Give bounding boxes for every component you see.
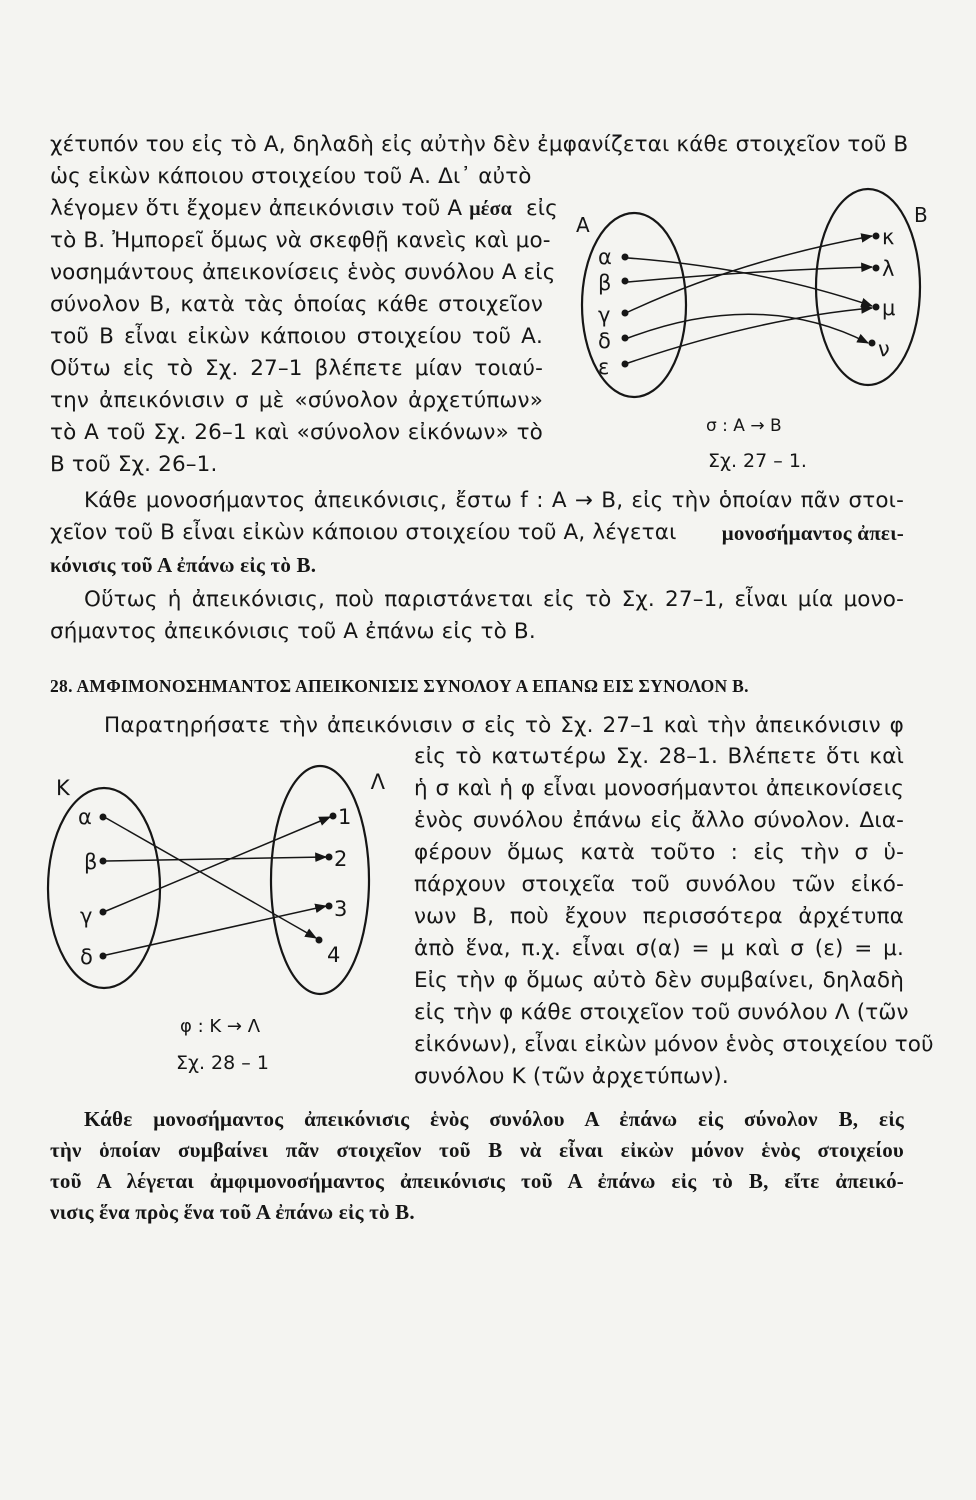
set-l-ellipse	[271, 766, 369, 994]
mapping-arrow	[106, 817, 330, 911]
domain-label: β	[598, 271, 612, 295]
set-a-label: Α	[576, 213, 590, 237]
domain-point	[622, 278, 629, 285]
domain-label: δ	[598, 329, 611, 353]
intro-line-3-end: εἰς	[525, 196, 558, 221]
domain-point	[100, 858, 107, 865]
intro-line-5: νοσημάντους ἀπεικονίσεις ἑνὸς συνόλου Α εἰς	[50, 260, 556, 285]
codomain-point	[326, 854, 333, 861]
domain-label: γ	[598, 303, 611, 327]
codomain-point	[330, 813, 337, 820]
mapping-arrow	[106, 906, 326, 955]
domain-label: α	[78, 805, 92, 829]
mapping-arrow	[628, 308, 872, 363]
intro-line-3-text: λέγομεν ὅτι ἔχομεν ἀπεικόνισιν τοῦ Α	[50, 196, 463, 221]
set-l-label: Λ	[370, 770, 385, 794]
domain-label: β	[84, 850, 98, 874]
definition-line-1: Κάθε μονοσήμαντος ἀπεικόνισις, ἔστω f : Α → Β, εἰς τὴν ὁποίαν πᾶν στοι-	[84, 488, 904, 513]
codomain-point	[873, 265, 880, 272]
definition-line-2-text: χεῖον τοῦ Β εἶναι εἰκὼν κάποιου στοιχείου τοῦ Α, λέγεται	[50, 520, 677, 545]
section-line-11: εἰκόνων), εἶναι εἰκὼν μόνον ἑνὸς στοιχείου τοῦ	[414, 1032, 934, 1057]
domain-point	[100, 953, 107, 960]
intro-line-10: τὸ Α τοῦ Σχ. 26–1 καὶ «σύνολον εἰκόνων» τὸ	[50, 420, 543, 445]
section-line-8: ἀπὸ ἕνα, π.χ. εἶναι σ(α) = μ καὶ σ (ε) = μ.	[414, 936, 904, 961]
intro-line-3	[50, 195, 558, 223]
intro-line-4: τὸ Β. Ἠμπορεῖ ὅμως νὰ σκεφθῇ κανεὶς καὶ μο-	[50, 228, 551, 253]
domain-point	[100, 814, 107, 821]
domain-label: α	[598, 245, 612, 269]
section-line-6: πάρχουν στοιχεῖα τοῦ συνόλου τῶν εἰκό-	[414, 872, 904, 897]
emphasis-mesa: μέσα	[469, 198, 512, 220]
section-line-1: Παρατηρήσατε τὴν ἀπεικόνισιν σ εἰς τὸ Σχ. 27–1 καὶ τὴν ἀπεικόνισιν φ	[104, 713, 904, 738]
set-b-label: Β	[914, 203, 928, 227]
domain-point	[622, 254, 629, 261]
codomain-label: μ	[882, 296, 896, 320]
figure-caption: Σχ. 27 – 1.	[708, 450, 807, 472]
set-k-label: Κ	[56, 776, 70, 800]
figure-caption: Σχ. 28 – 1	[176, 1052, 269, 1074]
final-line-1: Κάθε μονοσήμαντος ἀπεικόνισις ἑνὸς συνόλου Α ἐπάνω εἰς σύνολον Β, εἰς	[84, 1107, 904, 1131]
section-line-9: Εἰς τὴν φ ὅμως αὐτὸ δὲν συμβαίνει, δηλαδὴ	[414, 968, 904, 993]
example-line-1: Οὕτως ἡ ἀπεικόνισις, ποὺ παριστάνεται εἰς τὸ Σχ. 27–1, εἶναι μία μονο-	[84, 587, 904, 612]
intro-line-2: ὡς εἰκὼν κάποιου στοιχείου τοῦ Α. Δι᾽ αὐτὸ	[50, 164, 532, 189]
domain-point	[622, 310, 629, 317]
codomain-point	[873, 233, 880, 240]
section-heading: 28. ΑΜΦΙΜΟΝΟΣΗΜΑΝΤΟΣ ΑΠΕΙΚΟΝΙΣΙΣ ΣΥΝΟΛΟΥ Α ΕΠΑΝΩ ΕΙΣ ΣΥΝΟΛΟΝ Β.	[50, 676, 749, 696]
figure-27-1	[560, 200, 940, 480]
set-b-ellipse	[816, 189, 920, 385]
codomain-label: ν	[878, 337, 890, 361]
codomain-label: λ	[882, 257, 895, 281]
intro-line-8: Οὕτω εἰς τὸ Σχ. 27–1 βλέπετε μίαν τοιαύ-	[50, 356, 543, 381]
codomain-point	[326, 903, 333, 910]
intro-line-9: την ἀπεικόνισιν σ μὲ «σύνολον ἀρχετύπων»	[50, 388, 543, 413]
codomain-point	[873, 304, 880, 311]
domain-point	[622, 335, 629, 342]
final-line-2: τὴν ὁποίαν συμβαίνει πᾶν στοιχεῖον τοῦ Β νὰ εἶναι εἰκὼν μόνον ἑνὸς στοιχείου	[50, 1138, 904, 1162]
intro-line-6: σύνολον Β, κατὰ τὰς ὁποίας κάθε στοιχεῖον	[50, 292, 543, 317]
definition-line-2	[50, 519, 904, 547]
mapping-label: φ : Κ → Λ	[180, 1016, 261, 1037]
domain-point	[622, 361, 629, 368]
codomain-label: 4	[327, 943, 341, 967]
codomain-label: κ	[882, 225, 895, 249]
final-line-4: νισις ἕνα πρὸς ἕνα τοῦ Α ἐπάνω εἰς τὸ Β.	[50, 1200, 415, 1224]
domain-label: ε	[598, 355, 610, 379]
section-line-7: νων Β, ποὺ ἔχουν περισσότερα ἀρχέτυπα	[414, 904, 904, 929]
mapping-arrow	[106, 857, 326, 861]
mapping-label: σ : Α → Β	[706, 416, 782, 436]
section-line-12: συνόλου Κ (τῶν ἀρχετύπων).	[414, 1064, 729, 1089]
codomain-label: 2	[334, 847, 348, 871]
definition-term-2: κόνισις τοῦ Α ἐπάνω εἰς τὸ Β.	[50, 553, 317, 577]
intro-line-7: τοῦ Β εἶναι εἰκὼν κάποιου στοιχείου τοῦ Α.	[50, 324, 543, 349]
definition-term-1: μονοσήμαντος ἀπει-	[721, 521, 904, 545]
section-line-3: ἡ σ καὶ ἡ φ εἶναι μονοσήμαντοι ἀπεικονίσεις	[414, 776, 904, 801]
intro-line-11: Β τοῦ Σχ. 26–1.	[50, 452, 218, 477]
example-line-2: σήμαντος ἀπεικόνισις τοῦ Α ἐπάνω εἰς τὸ Β.	[50, 619, 536, 644]
codomain-label: 3	[334, 897, 348, 921]
final-line-3: τοῦ Α λέγεται ἀμφιμονοσήμαντος ἀπεικόνισις τοῦ Α ἐπάνω εἰς τὸ Β, εἴτε ἀπεικό-	[50, 1169, 904, 1193]
section-line-2: εἰς τὸ κατωτέρω Σχ. 28–1. Βλέπετε ὅτι καὶ	[414, 744, 904, 769]
section-line-4: ἑνὸς συνόλου ἐπάνω εἰς ἄλλο σύνολον. Δια-	[414, 808, 904, 833]
codomain-label: 1	[338, 805, 352, 829]
codomain-point	[316, 937, 323, 944]
domain-label: γ	[80, 904, 93, 928]
section-line-10: εἰς τὴν φ κάθε στοιχεῖον τοῦ συνόλου Λ (τῶν	[414, 1000, 909, 1025]
domain-label: δ	[80, 945, 93, 969]
intro-line-1: χέτυπόν του εἰς τὸ Α, δηλαδὴ εἰς αὐτὴν δὲν ἐμφανίζεται κάθε στοιχεῖον τοῦ Β	[50, 132, 909, 157]
section-line-5: φέρουν ὅμως κατὰ τοῦτο : εἰς τὴν σ ὑ-	[414, 840, 904, 865]
codomain-point	[869, 340, 876, 347]
figure-28-1	[40, 760, 385, 1080]
domain-point	[100, 909, 107, 916]
